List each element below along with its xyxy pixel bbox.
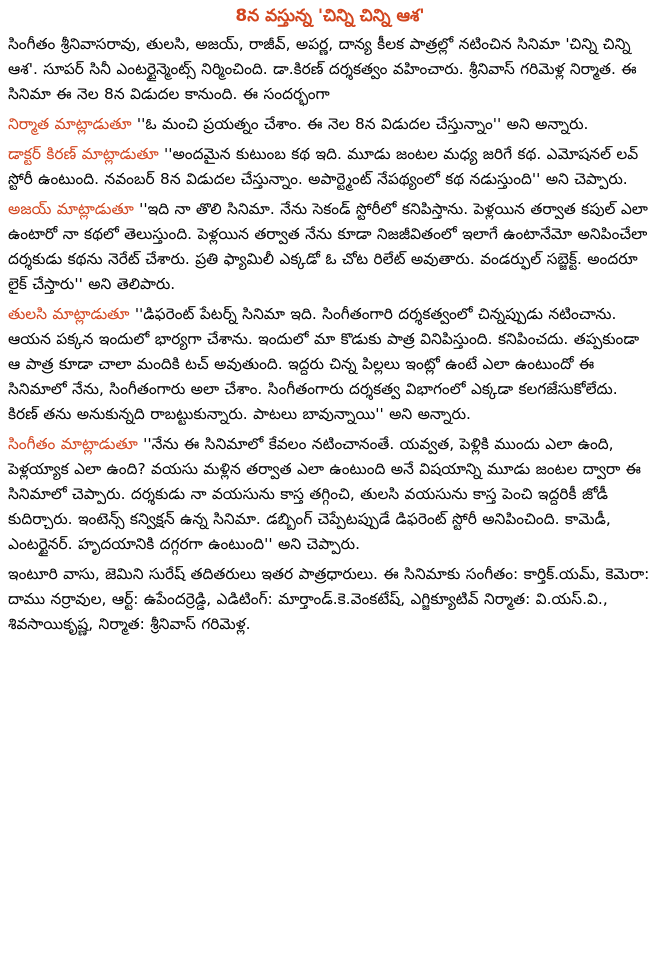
quote-text: ''అందమైన కుటుంబ కథ ఇది. మూడు జంటల మధ్య జరిగే కథ. ఎమోషనల్ లవ్ స్టోరీ ఉంటుంది. నవంబర్ 8న విడుదల చేస్తున్నాం. అపార్ట్మెంట్ నేపథ్యంలో కథ నడుస్తుంది'' అని చెప్పారు. (8, 145, 639, 188)
intro-paragraph: సింగీతం శ్రీనివాసరావు, తులసి, అజయ్, రాజీవ్, అపర్ణ, దాన్య కీలక పాత్రల్లో నటించిన సినిమా 'చిన్ని చిన్ని ఆశ'. సూపర్ సినీ ఎంటర్టైన్మెంట్స్ నిర్మించింది. డా.కిరణ్ దర్శకత్వం వహించారు. శ్రీనివాస్ గరిమెళ్ల నిర్మాత. ఈ సినిమా ఈ నెల 8న విడుదల కానుంది. ఈ సందర్భంగా (8, 35, 637, 103)
quote-tulasi (8, 302, 652, 427)
quote-text: ''డిఫరెంట్ పేటర్న్ సినిమా ఇది. సింగీతంగారి దర్శకత్వంలో చిన్నప్పుడు నటించాను. ఆయన పక్కన ఇందులో భార్యగా చేశాను. ఇందులో మా కొడుకు పాత్ర వినిపిస్తుంది. కనిపించదు. తప్పకుండా ఆ పాత్ర కూడా చాలా మందికి టచ్ అవుతుంది. ఇద్దరు చిన్న పిల్లలు ఇంట్లో ఉంటే ఎలా ఉంటుందో ఈ సినిమాలో నేను, సింగీతంగారు అలా చేశాం. సింగీతంగారు దర్శకత్వ విభాగంలో ఎక్కడా కలగజేసుకోలేదు. కిరణ్ తను అనుకున్నది రాబట్టుకున్నారు. పాటలు బావున్నాయి'' అని అన్నారు. (8, 305, 640, 423)
quote-text: ''ఓ మంచి ప్రయత్నం చేశాం. ఈ నెల 8న విడుదల చేస్తున్నాం'' అని అన్నారు. (131, 115, 589, 133)
quote-text: ''నేను ఈ సినిమాలో కేవలం నటించానంతే. యవ్వత, పెళ్లికి ముందు ఎలా ఉంది, పెళ్లయ్యాక ఎలా ఉంది? వయసు మళ్లిన తర్వాత ఎలా ఉంటుంది అనే విషయాన్ని మూడు జంటల ద్వారా ఈ సినిమాలో చెప్పారు. దర్శకుడు నా వయసును కాస్త తగ్గించి, తులసి వయసును కాస్త పెంచి ఇద్దరికీ జోడీ కుదిర్చారు. ఇంటెన్స్ కన్విక్షన్ ఉన్న సినిమా. డబ్బింగ్ చెప్పేటప్పుడే డిఫరెంట్ స్టోరీ అనిపించింది. కామెడీ, ఎంటర్టైనర్. హృదయానికి దగ్గరగా ఉంటుంది'' అని చెప్పారు. (8, 435, 641, 553)
speaker-label: తులసి మాట్లాడుతూ (8, 305, 130, 323)
quote-director (8, 142, 652, 192)
credits-paragraph: ఇంటూరి వాసు, జెమిని సురేష్ తదితరులు ఇతర పాత్రధారులు. ఈ సినిమాకు సంగీతం: కార్తిక్.యమ్, కెమెరా: దాము నర్రావుల, ఆర్ట్: ఉపేందర్రెడ్డి, ఎడిటింగ్: మార్తాండ్.కె.వెంకటేష్, ఎగ్జిక్యూటివ్ నిర్మాత: వి.యస్.వి., శివసాయికృష్ణ, నిర్మాత: శ్రీనివాస్ గరిమెళ్ల. (8, 565, 650, 633)
speaker-label: సింగీతం మాట్లాడుతూ (8, 435, 138, 453)
quote-ajay (8, 197, 652, 297)
speaker-label: నిర్మాత మాట్లాడుతూ (8, 115, 132, 133)
speaker-label: అజయ్ మాట్లాడుతూ (8, 200, 134, 218)
speaker-label: డాక్టర్ కిరణ్ మాట్లాడుతూ (8, 145, 159, 163)
quote-singeetham (8, 432, 652, 557)
article-title: 8న వస్తున్న 'చిన్ని చిన్ని ఆశ' (235, 6, 425, 26)
quote-producer (8, 112, 652, 137)
quote-text: ''ఇది నా తొలి సినిమా. నేను సెకండ్ స్టోరీలో కనిపిస్తాను. పెళ్లయిన తర్వాత కపుల్ ఎలా ఉంటారో నా కథలో తెలుస్తుంది. పెళ్లయిన తర్వాత నేను కూడా నిజజీవితంలో ఇలాగే ఉంటానేమో అనిపించేలా దర్శకుడు కథను నెరేట్ చేశారు. ప్రతి ఫ్యామిలీ ఎక్కడో ఓ చోట రిలేట్ అవుతారు. వండర్ఫుల్ సబ్జెక్ట్. అందరూ లైక్ చేస్తారు'' అని తెలిపారు. (8, 200, 648, 293)
